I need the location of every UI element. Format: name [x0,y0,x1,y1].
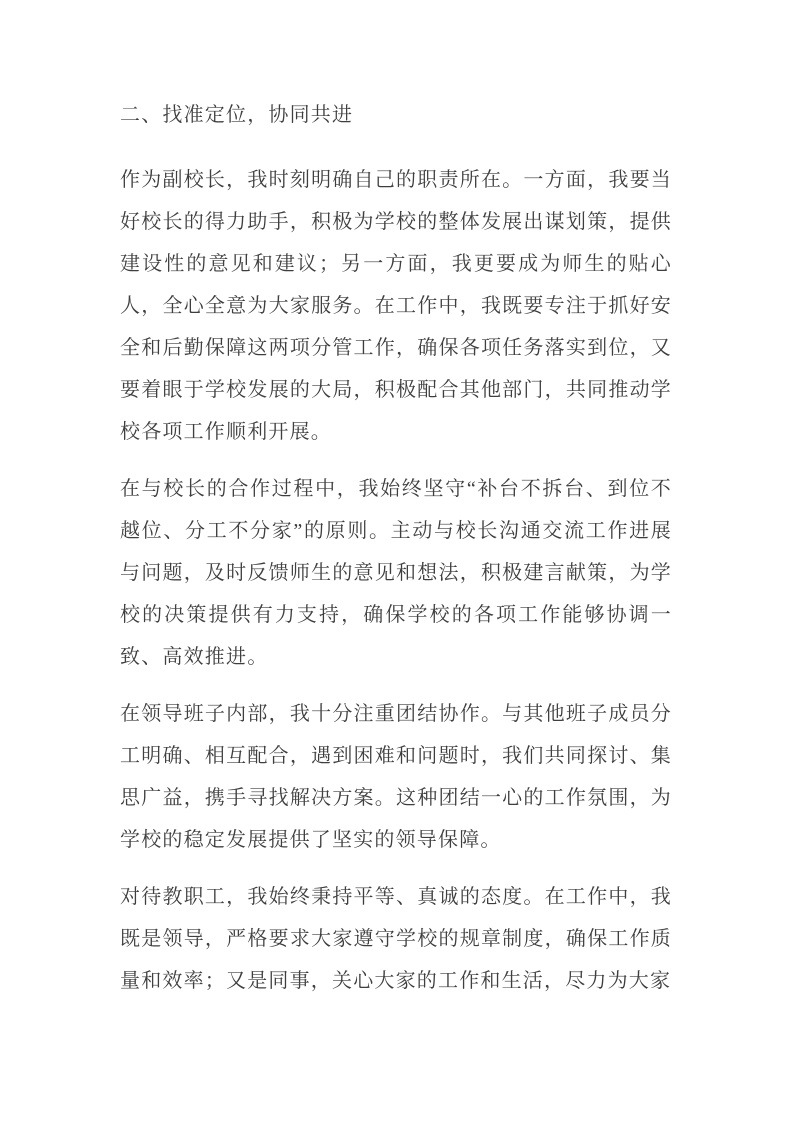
paragraph: 在领导班子内部，我十分注重团结协作。与其他班子成员分工明确、相互配合，遇到困难和问题时，我们共同探讨、集思广益，携手寻找解决方案。这种团结一心的工作氛围，为学校的稳定发展提供了坚实的领导保障。 [120,703,672,851]
paragraph: 在与校长的合作过程中，我始终坚守“补台不拆台、到位不越位、分工不分家”的原则。主动与校长沟通交流工作进展与问题，及时反馈师生的意见和想法，积极建言献策，为学校的决策提供有力支持，确保学校的各项工作能够协调一致、高效推进。 [120,478,672,668]
paragraph: 对待教职工，我始终秉持平等、真诚的态度。在工作中，我既是领导，严格要求大家遵守学校的规章制度，确保工作质量和效率；又是同事，关心大家的工作和生活，尽力为大家 [120,886,672,992]
paragraph: 作为副校长，我时刻明确自己的职责所在。一方面，我要当好校长的得力助手，积极为学校的整体发展出谋划策，提供建设性的意见和建议；另一方面，我更要成为师生的贴心人，全心全意为大家服务。在工作中，我既要专注于抓好安全和后勤保障这两项分管工作，确保各项任务落实到位，又要着眼于学校发展的大局，积极配合其他部门，共同推动学校各项工作顺利开展。 [120,169,672,443]
section-heading: 二、找准定位，协同共进 [120,104,354,126]
